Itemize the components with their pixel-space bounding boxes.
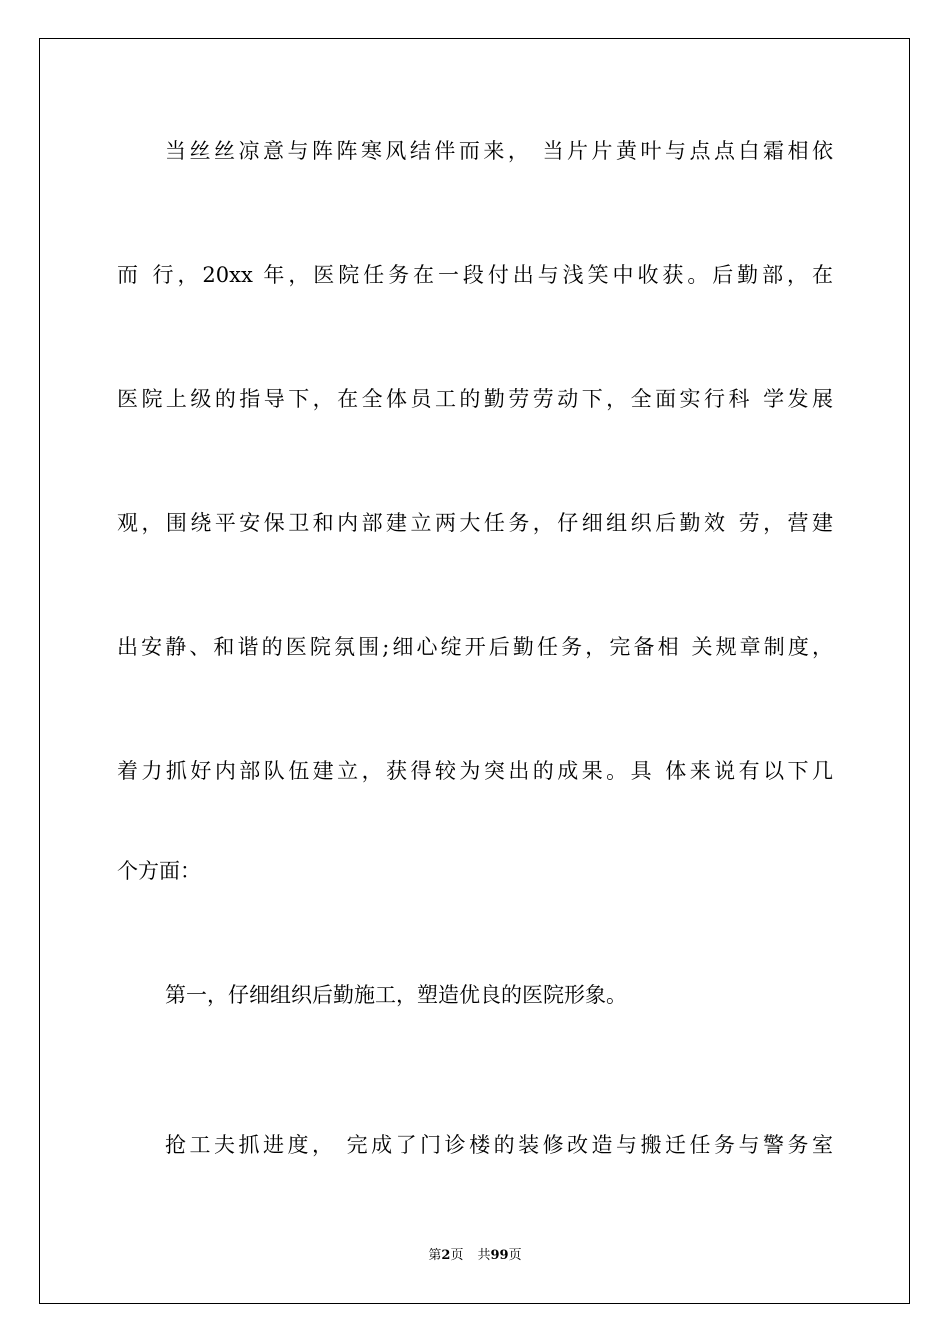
page-footer bbox=[0, 1247, 950, 1265]
footer-page-number: 2 bbox=[441, 1248, 451, 1263]
page-border bbox=[39, 38, 910, 1304]
text-line-6: 着力抓好内部队伍建立，获得较为突出的成果。具 体来说有以下几 bbox=[117, 759, 833, 783]
section-heading: 第一，仔细组织后勤施工，塑造优良的医院形象。 bbox=[165, 983, 627, 1007]
footer-total-suffix: 页 bbox=[508, 1248, 522, 1263]
footer-page-prefix: 第 bbox=[428, 1248, 442, 1263]
text-line-9: 抢工夫抓进度， 完成了门诊楼的装修改造与搬迁任务与警务室 bbox=[165, 1133, 833, 1157]
text-line-4: 观，围绕平安保卫和内部建立两大任务，仔细组织后勤效 劳，营建 bbox=[117, 511, 833, 535]
footer-page-suffix: 页 bbox=[450, 1248, 464, 1263]
text-line-3: 医院上级的指导下，在全体员工的勤劳劳动下，全面实行科 学发展 bbox=[117, 387, 833, 411]
text-line-7: 个方面： bbox=[117, 859, 201, 883]
text-line-5: 出安静、和谐的医院氛围;细心绽开后勤任务，完备相 关规章制度， bbox=[117, 635, 833, 659]
footer-total-number: 99 bbox=[490, 1248, 509, 1263]
text-line-1: 当丝丝凉意与阵阵寒风结伴而来， 当片片黄叶与点点白霜相依 bbox=[165, 139, 833, 163]
text-line-2: 而 行，20xx 年，医院任务在一段付出与浅笑中收获。后勤部，在 bbox=[117, 263, 833, 287]
footer-total-prefix: 共 bbox=[477, 1248, 491, 1263]
